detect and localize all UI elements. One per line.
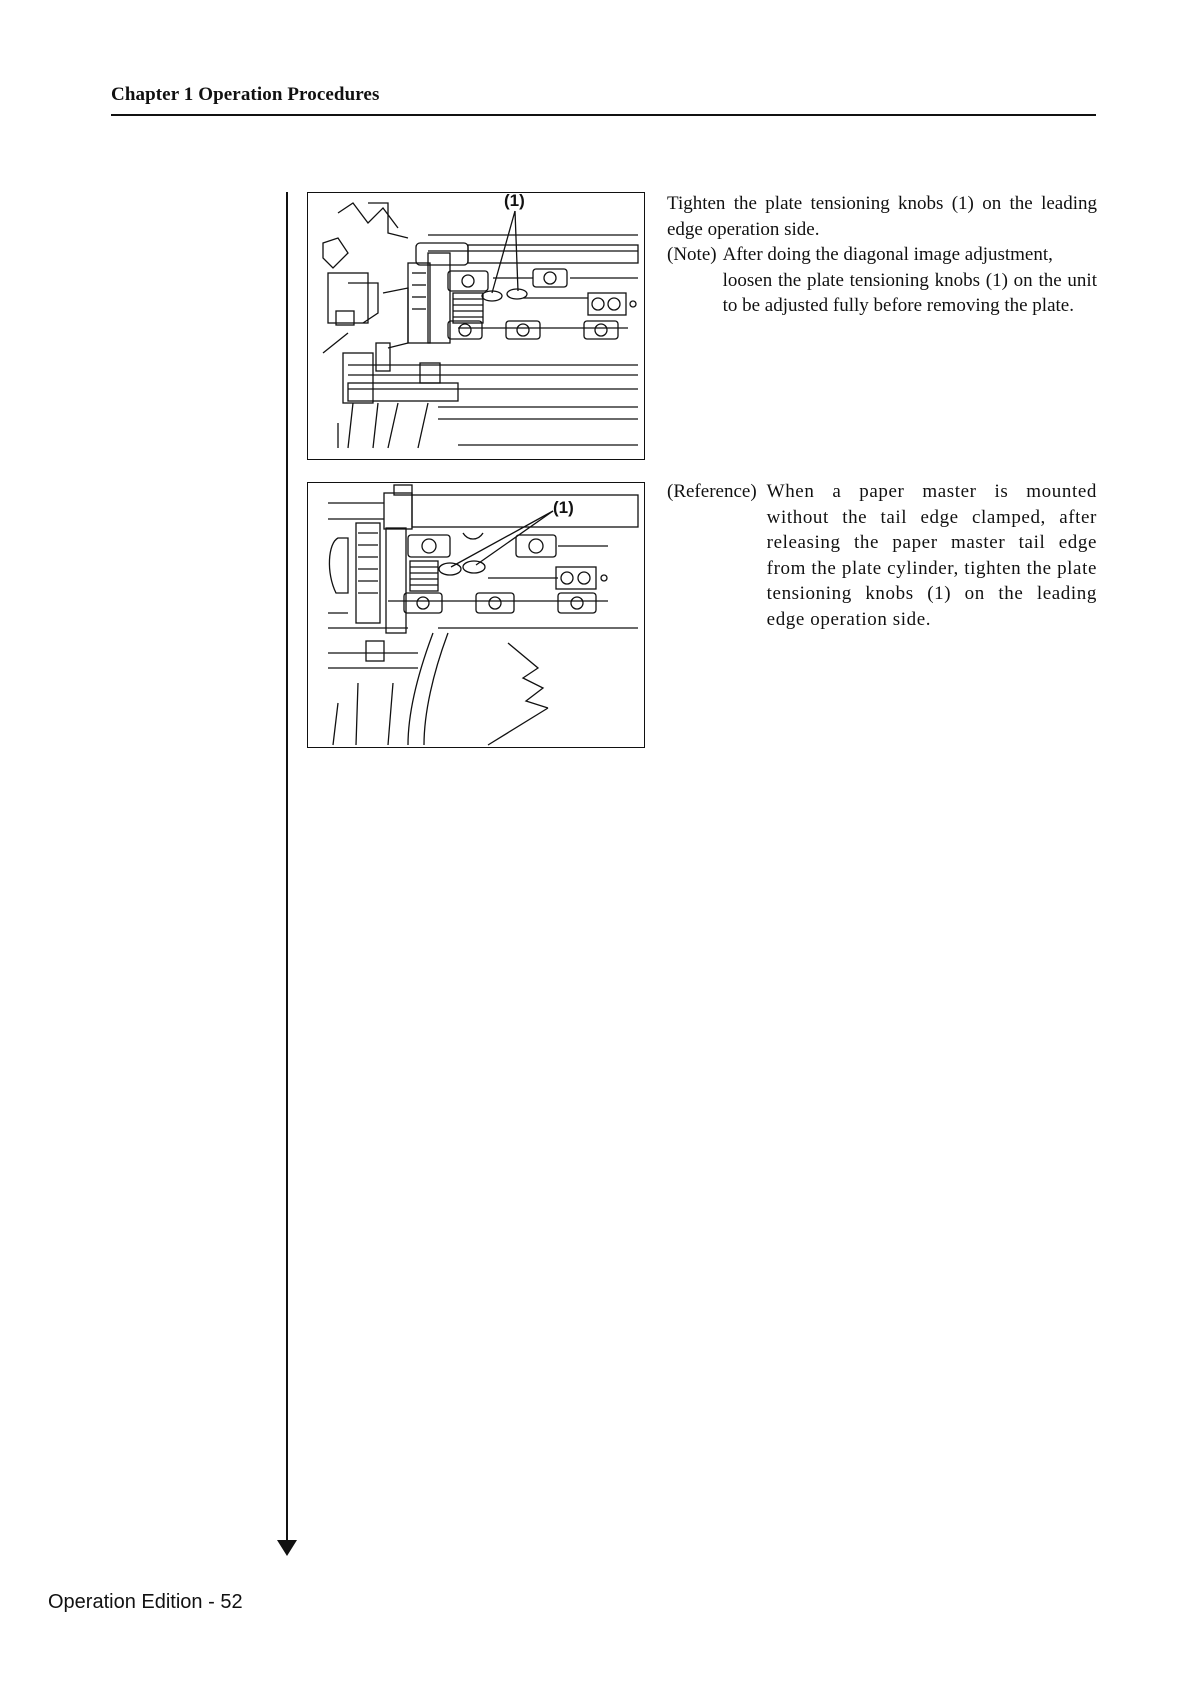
note	[667, 242, 1097, 319]
note-first-line: After doing the diagonal image adjustment,	[722, 244, 1053, 265]
note-body: loosen the plate tensioning knobs (1) on the unit to be adjusted fully before removing the plate.	[722, 269, 1097, 316]
note-label: (Note)	[667, 244, 717, 265]
page-footer: Operation Edition - 52	[48, 1591, 243, 1613]
figure-2-callout: (1)	[553, 498, 574, 517]
chapter-title: Chapter 1 Operation Procedures	[111, 84, 380, 105]
flow-arrow-down-icon	[277, 1540, 297, 1556]
figure-plate-tension-knobs-upper	[307, 192, 645, 460]
step-instructions	[667, 191, 1097, 319]
reference-text: When a paper master is mounted without the tail edge clamped, after releasing the paper master tail edge from the plate cylinder, tighten the plate tensioning knobs (1) on the leading edge operation side.	[766, 481, 1097, 630]
procedure-flow-line	[286, 192, 288, 1544]
figure-1-callout: (1)	[504, 192, 525, 210]
reference	[667, 479, 1097, 632]
figure-plate-tension-knobs-lower	[307, 482, 645, 748]
step-main-text: Tighten the plate tensioning knobs (1) on the leading edge operation side.	[667, 193, 1097, 240]
reference-label: (Reference)	[667, 481, 757, 502]
header-rule	[111, 114, 1096, 116]
